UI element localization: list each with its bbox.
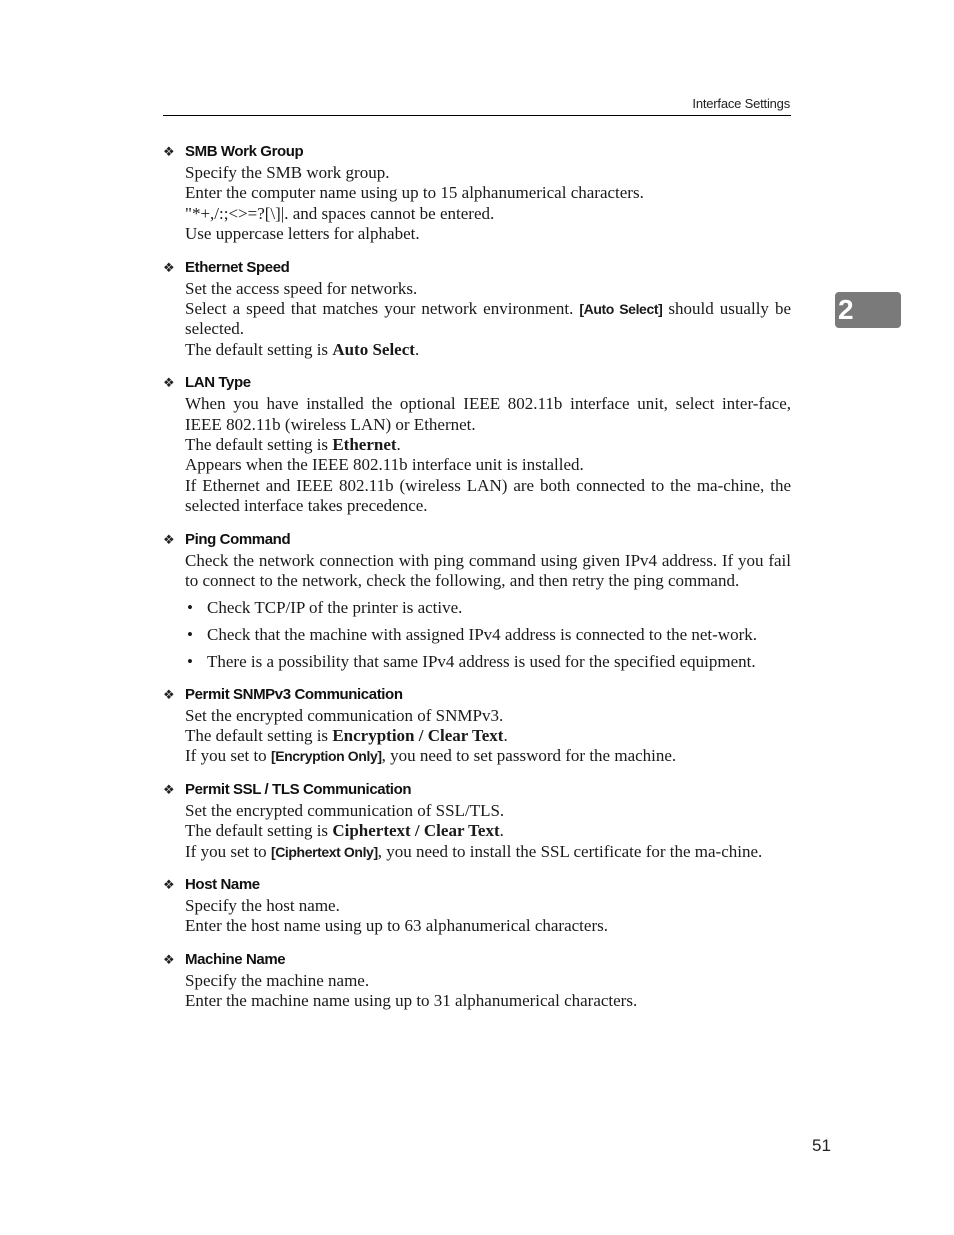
- body-line: The default setting is Ciphertext / Clear Text.: [185, 821, 504, 841]
- body-text: , you need to install the SSL certificate for the ma-chine.: [377, 841, 763, 861]
- body-line: Enter the host name using up to 63 alphanumerical characters.: [185, 916, 608, 936]
- diamond-bullet-icon: ❖: [163, 375, 175, 391]
- key-label: [Auto Select]: [579, 301, 663, 318]
- body-line: Set the encrypted communication of SSL/TLS.: [185, 800, 505, 820]
- default-value: Ethernet: [332, 435, 397, 455]
- body-line: Enter the computer name using up to 15 alphanumerical characters.: [185, 183, 644, 203]
- section-smb-work-group: [163, 141, 791, 245]
- section-heading: Permit SNMPv3 Communication: [185, 685, 403, 703]
- body-line: Set the access speed for networks.: [185, 278, 418, 298]
- body-text: If you set to: [185, 746, 267, 766]
- list-item: • Check TCP/IP of the printer is active.: [185, 597, 791, 618]
- diamond-bullet-icon: ❖: [163, 686, 175, 702]
- diamond-bullet-icon: ❖: [163, 781, 175, 797]
- body-text: The default setting is: [185, 821, 329, 841]
- list-item: • There is a possibility that same IPv4 address is used for the specified equipment.: [185, 651, 791, 672]
- section-heading: Permit SSL / TLS Communication: [185, 780, 412, 798]
- body-line: "*+,/:;<>=?[\]|. and spaces cannot be entered.: [185, 203, 495, 223]
- body-text: If you set to: [185, 841, 267, 861]
- body-line: [185, 299, 791, 340]
- section-ping-command: [163, 529, 791, 672]
- body-text: , you need to set password for the machine.: [381, 746, 677, 766]
- section-heading: Machine Name: [185, 950, 286, 968]
- body-line: Specify the SMB work group.: [185, 163, 390, 182]
- section-machine-name: [163, 949, 791, 1012]
- default-value: Ciphertext / Clear Text: [332, 821, 500, 841]
- diamond-bullet-icon: ❖: [163, 531, 175, 547]
- page-content: [163, 141, 791, 1024]
- header-rule: [163, 115, 791, 116]
- page-number: 51: [812, 1136, 831, 1155]
- body-line: The default setting is Auto Select.: [185, 339, 420, 359]
- body-text: The default setting is: [185, 435, 329, 455]
- body-line: The default setting is Encryption / Clear Text.: [185, 725, 508, 745]
- list-item: • Check that the machine with assigned IPv4 address is connected to the net-work.: [185, 624, 791, 645]
- body-line: Check the network connection with ping command using given IPv4 address. If you fail to connect to the network, check the following, and then retry the ping command.: [185, 550, 791, 591]
- bullet-list: [185, 597, 791, 672]
- section-lan-type: [163, 372, 791, 516]
- section-heading: Ethernet Speed: [185, 258, 290, 276]
- body-line: [185, 842, 791, 862]
- section-permit-ssl-tls: [163, 779, 791, 862]
- diamond-bullet-icon: ❖: [163, 876, 175, 892]
- section-ethernet-speed: [163, 257, 791, 361]
- default-value: Encryption / Clear Text: [332, 725, 504, 745]
- body-line: If Ethernet and IEEE 802.11b (wireless LAN) are both connected to the ma-chine, the selected interface takes precedence.: [185, 475, 791, 516]
- body-text: The default setting is: [185, 339, 329, 359]
- diamond-bullet-icon: ❖: [163, 259, 175, 275]
- diamond-bullet-icon: ❖: [163, 951, 175, 967]
- key-label: [Encryption Only]: [270, 748, 382, 765]
- body-line: Use uppercase letters for alphabet.: [185, 224, 420, 244]
- section-permit-snmpv3: [163, 684, 791, 767]
- diamond-bullet-icon: ❖: [163, 144, 175, 159]
- body-line: Appears when the IEEE 802.11b interface unit is installed.: [185, 455, 584, 475]
- body-line: Enter the machine name using up to 31 alphanumerical characters.: [185, 991, 638, 1011]
- section-heading: LAN Type: [185, 374, 251, 392]
- body-line: When you have installed the optional IEEE 802.11b interface unit, select inter-face, IEEE 802.11b (wireless LAN) or Ethernet.: [185, 394, 791, 434]
- section-heading: SMB Work Group: [185, 143, 304, 160]
- running-header: Interface Settings: [692, 96, 790, 111]
- section-heading: Host Name: [185, 875, 260, 893]
- body-text: should usually be selected.: [185, 299, 792, 339]
- chapter-tab: 2: [835, 292, 901, 328]
- key-label: [Ciphertext Only]: [270, 843, 378, 860]
- body-line: [185, 746, 791, 766]
- section-host-name: [163, 874, 791, 937]
- body-line: Specify the machine name.: [185, 970, 370, 990]
- body-text: Select a speed that matches your network environment.: [185, 299, 574, 319]
- default-value: Auto Select: [332, 339, 415, 359]
- body-line: The default setting is Ethernet.: [185, 435, 401, 455]
- section-heading: Ping Command: [185, 530, 291, 548]
- body-line: Set the encrypted communication of SNMPv3.: [185, 705, 504, 725]
- body-text: The default setting is: [185, 725, 329, 745]
- body-line: Specify the host name.: [185, 895, 340, 915]
